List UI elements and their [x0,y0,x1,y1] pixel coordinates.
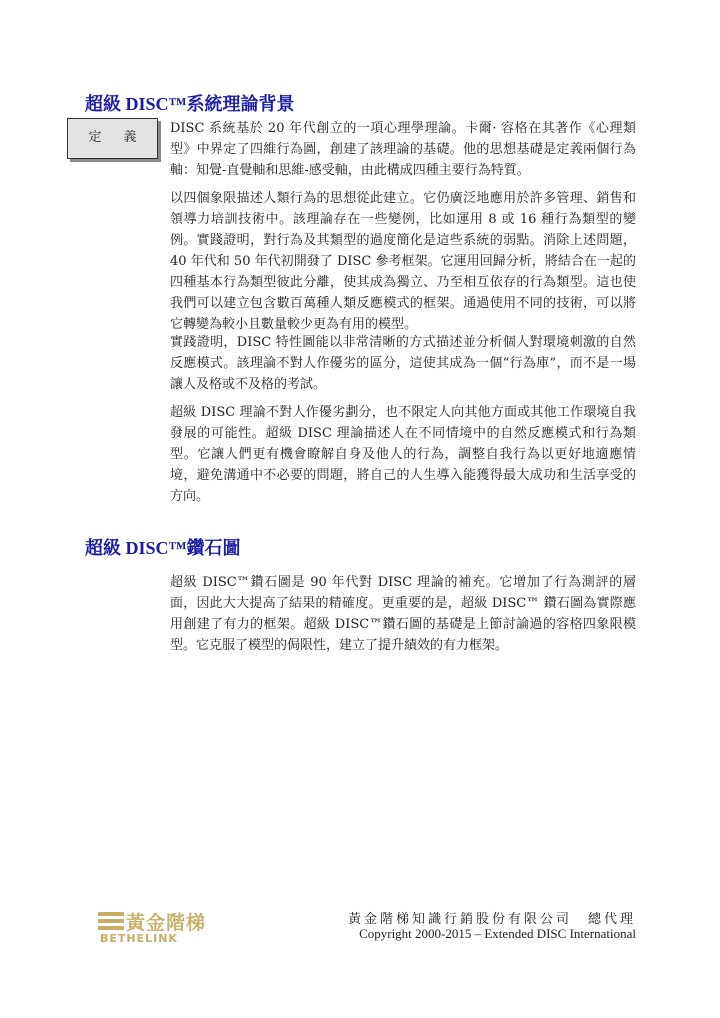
paragraph-diamond: 超級 DISC™鑽石圖是 90 年代對 DISC 理論的補充。它增加了行為測評的層面，因此大大提高了結果的精確度。更重要的是，超級 DISC™ 鑽石圖為實際應用創建了有力的框架。超級 DISC™鑽石圖的基礎是上節討論過的容格四象限模型。它克服了模型的侷限性，建立了提升績效的有力框架。 [170,575,636,653]
footer-company: 黃金階梯知識行銷股份有限公司 總代理 [347,912,636,927]
footer-copyright: Copyright 2000-2015 – Extended DISC International [359,926,636,941]
section-heading-disc-theory: 超級 DISC™系統理論背景 [85,94,295,114]
paragraph-quadrants: 以四個象限描述人類行為的思想從此建立。它仍廣泛地應用於許多管理、銷售和領導力培訓技術中。該理論存在一些變例，比如運用 8 或 16 種行為類型的變例。實踐證明，對行為及其類型的過度簡化是這些系統的弱點。消除上述問題，40 年代和 50 年代初開發了 DISC 參考框架。它運用回歸分析，將結合在一起的四種基本行為類型彼此分離，使其成為獨立、乃至相互依存的行為類型。這也使我們可以建立包含數百萬種人類反應模式的框架。通過使用不同的技術，可以將它轉變為較小且數量較少更為有用的模型。 [170,191,636,332]
logo-english-text: BETHELINK [100,932,178,945]
logo-bars-icon [98,912,124,933]
paragraph-development: 超級 DISC 理論不對人作優劣劃分，也不限定人向其他方面或其他工作環境自我發展的可能性。超級 DISC 理論描述人在不同情境中的自然反應模式和行為類型。它讓人們更有機會瞭解自身及他人的行為，調整自我行為以更好地適應情境，避免溝通中不必要的問題，將自己的人生導入能獲得最大成功和生活享受的方向。 [170,405,636,504]
definition-label-box [67,118,158,159]
paragraph-definition: DISC 系統基於 20 年代創立的一項心理學理論。卡爾· 容格在其著作《心理類型》中界定了四維行為圖，創建了該理論的基礎。他的思想基礎是定義兩個行為軸：知覺-直覺軸和思維-感受軸，由此構成四種主要行為特質。 [170,121,636,178]
bethelink-logo [98,908,218,946]
section-heading-diamond: 超級 DISC™鑽石圖 [85,538,241,558]
paragraph-profile: 實踐證明，DISC 特性圖能以非常清晰的方式描述並分析個人對環境刺激的自然反應模式。該理論不對人作優劣的區分，這使其成為一個“行為庫”，而不是一場讓人及格或不及格的考試。 [170,335,636,392]
logo-chinese-text: 黃金階梯 [126,912,207,934]
definition-label: 定義 [88,130,159,145]
